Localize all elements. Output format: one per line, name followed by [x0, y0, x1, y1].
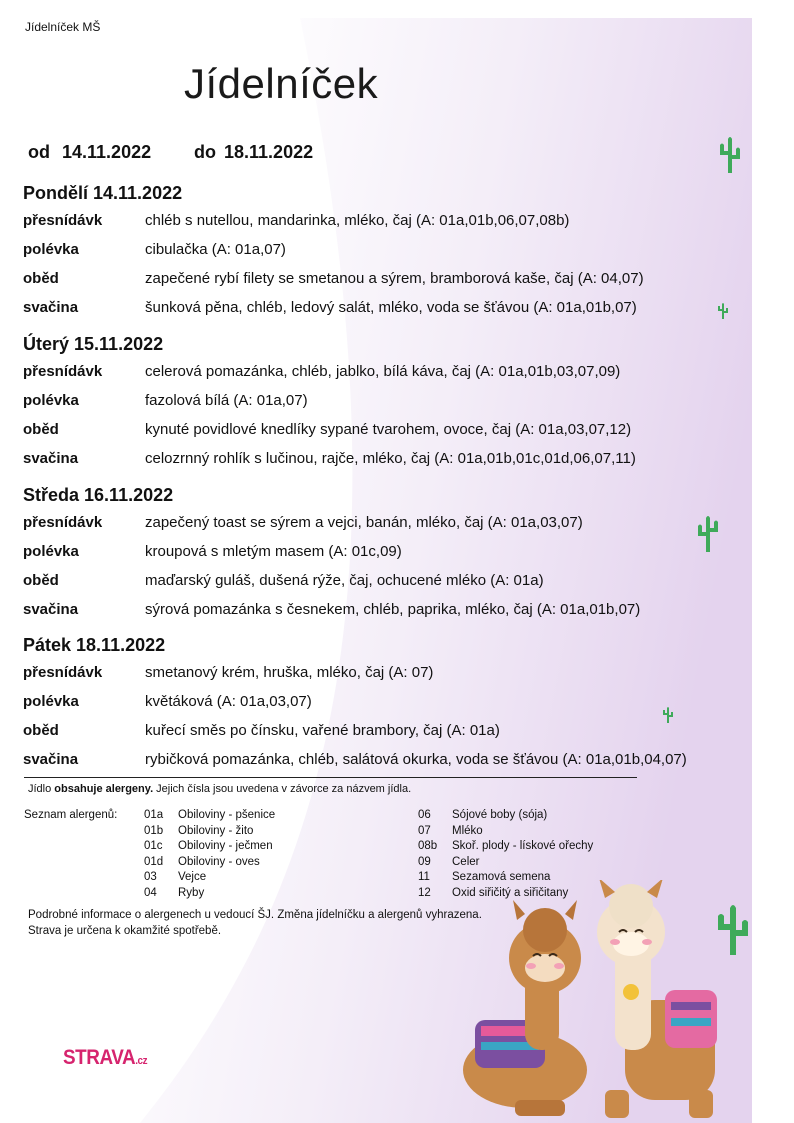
date-to: 18.11.2022 [224, 142, 314, 162]
meal-row [23, 415, 763, 444]
allergen-note-rest: Jejich čísla jsou uvedena v závorce za názvem jídla. [153, 783, 412, 795]
allergen-item [144, 886, 275, 902]
meal-description: zapečený toast se sýrem a vejci, banán, mléko, čaj (A: 01a,03,07) [145, 514, 583, 531]
allergen-item [144, 870, 275, 886]
meal-description: šunková pěna, chléb, ledový salát, mléko, voda se šťávou (A: 01a,01b,07) [145, 299, 637, 316]
allergen-item [144, 855, 275, 871]
page-title: Jídelníček [184, 60, 379, 107]
allergen-item [418, 824, 593, 840]
meal-description: kynuté povidlové knedlíky sypané tvarohem, ovoce, čaj (A: 01a,03,07,12) [145, 421, 632, 438]
allergen-code: 11 [418, 871, 430, 883]
allergen-code: 01b [144, 824, 164, 837]
day-block [23, 482, 763, 624]
meal-type: oběd [23, 572, 59, 589]
meal-type: svačina [23, 601, 79, 618]
allergen-name: Sezamová semena [452, 871, 551, 883]
allergen-name: Ryby [178, 886, 205, 899]
meal-type: polévka [23, 241, 79, 258]
meal-type: svačina [23, 450, 79, 467]
date-range [28, 142, 313, 163]
meal-row [23, 716, 763, 745]
meal-description: cibulačka (A: 01a,07) [145, 241, 286, 258]
day-title: Středa 16.11.2022 [23, 485, 174, 505]
date-to-label: do [194, 142, 216, 162]
meal-type: přesnídávk [23, 363, 103, 380]
allergen-item [418, 839, 593, 855]
meal-row [23, 206, 763, 235]
meal-row [23, 566, 763, 595]
meal-row [23, 235, 763, 264]
allergen-name: Obiloviny - žito [178, 824, 254, 837]
meal-description: kuřecí směs po čínsku, vařené brambory, čaj (A: 01a) [145, 722, 500, 739]
date-from-label: od [28, 142, 50, 162]
footer-note [28, 908, 482, 939]
allergen-code: 01c [144, 840, 163, 852]
meal-row [23, 264, 763, 293]
allergen-code: 01d [144, 855, 164, 868]
allergen-name: Obiloviny - pšenice [178, 809, 276, 821]
meal-description: rybičková pomazánka, chléb, salátová okurka, voda se šťávou (A: 01a,01b,04,07) [145, 751, 687, 768]
day-title: Úterý 15.11.2022 [23, 334, 164, 354]
meal-description: celerová pomazánka, chléb, jablko, bílá káva, čaj (A: 01a,01b,03,07,09) [145, 363, 621, 380]
logo-text: STRAVA [63, 1046, 136, 1069]
allergen-code: 09 [418, 855, 431, 868]
day-block [23, 331, 763, 473]
allergen-name: Vejce [178, 871, 207, 883]
allergen-note-prefix: Jídlo [28, 783, 55, 795]
meal-row [23, 687, 763, 716]
allergen-item [418, 870, 593, 886]
allergen-code: 04 [144, 886, 157, 899]
footer-line: Strava je určena k okamžité spotřebě. [28, 924, 222, 937]
meal-row [23, 595, 763, 624]
allergen-code: 03 [144, 871, 157, 883]
allergen-item [418, 886, 593, 902]
meal-row [23, 658, 763, 687]
day-title: Pátek 18.11.2022 [23, 635, 166, 655]
meal-row [23, 386, 763, 415]
meal-type: polévka [23, 543, 79, 560]
meal-description: zapečené rybí filety se smetanou a sýrem, bramborová kaše, čaj (A: 04,07) [145, 270, 644, 287]
meal-type: polévka [23, 392, 79, 409]
allergen-item [144, 808, 275, 824]
meal-row [23, 537, 763, 566]
allergen-name: Obiloviny - ječmen [178, 840, 273, 852]
allergen-name: Sójové boby (sója) [452, 809, 548, 821]
document-header-label: Jídelníček MŠ [25, 20, 101, 34]
meal-type: svačina [23, 299, 79, 316]
day-block [23, 180, 763, 322]
divider [24, 777, 637, 778]
meal-description: květáková (A: 01a,03,07) [145, 693, 312, 710]
meal-type: oběd [23, 722, 59, 739]
meal-description: celozrnný rohlík s lučinou, rajče, mléko, čaj (A: 01a,01b,01c,01d,06,07,11) [145, 450, 636, 467]
allergen-item [144, 839, 275, 855]
allergen-name: Obiloviny - oves [178, 855, 260, 868]
allergen-list-left [144, 808, 275, 901]
meal-description: smetanový krém, hruška, mléko, čaj (A: 07) [145, 664, 434, 681]
meal-description: kroupová s mletým masem (A: 01c,09) [145, 543, 402, 560]
day-title: Pondělí 14.11.2022 [23, 183, 183, 203]
meal-description: chléb s nutellou, mandarinka, mléko, čaj (A: 01a,01b,06,07,08b) [145, 212, 570, 229]
meal-row [23, 357, 763, 386]
footer-line: Podrobné informace o alergenech u vedoucí ŠJ. Změna jídelníčku a alergenů vyhrazena. [28, 909, 482, 921]
meal-type: polévka [23, 693, 79, 710]
allergen-name: Oxid siřičitý a siřičitany [452, 886, 569, 899]
allergen-name: Mléko [452, 824, 483, 837]
meal-type: přesnídávk [23, 212, 103, 229]
meal-row [23, 508, 763, 537]
meal-row [23, 745, 763, 774]
allergen-code: 07 [418, 824, 431, 837]
allergen-list-label: Seznam alergenů: [24, 809, 118, 821]
meal-type: oběd [23, 421, 59, 438]
meal-type: svačina [23, 751, 79, 768]
strava-logo [63, 1046, 147, 1070]
meal-type: oběd [23, 270, 59, 287]
meal-description: maďarský guláš, dušená rýže, čaj, ochucené mléko (A: 01a) [145, 572, 544, 589]
allergen-item [144, 824, 275, 840]
allergen-name: Celer [452, 855, 480, 868]
day-block [23, 632, 763, 774]
meal-type: přesnídávk [23, 664, 103, 681]
allergen-item [418, 855, 593, 871]
allergen-code: 01a [144, 809, 164, 821]
allergen-code: 08b [418, 840, 438, 852]
allergen-code: 12 [418, 886, 431, 899]
allergen-code: 06 [418, 809, 431, 821]
date-from: 14.11.2022 [62, 142, 152, 162]
meal-row [23, 444, 763, 473]
allergen-note-bold: obsahuje alergeny. [54, 783, 154, 795]
meal-description: fazolová bílá (A: 01a,07) [145, 392, 308, 409]
meal-description: sýrová pomazánka s česnekem, chléb, paprika, mléko, čaj (A: 01a,01b,07) [145, 601, 641, 618]
allergen-item [418, 808, 593, 824]
logo-suffix: .cz [135, 1055, 148, 1067]
allergen-note [28, 783, 411, 795]
meal-type: přesnídávk [23, 514, 103, 531]
allergen-name: Skoř. plody - lískové ořechy [452, 840, 594, 852]
allergen-list-right [418, 808, 593, 901]
meal-row [23, 293, 763, 322]
